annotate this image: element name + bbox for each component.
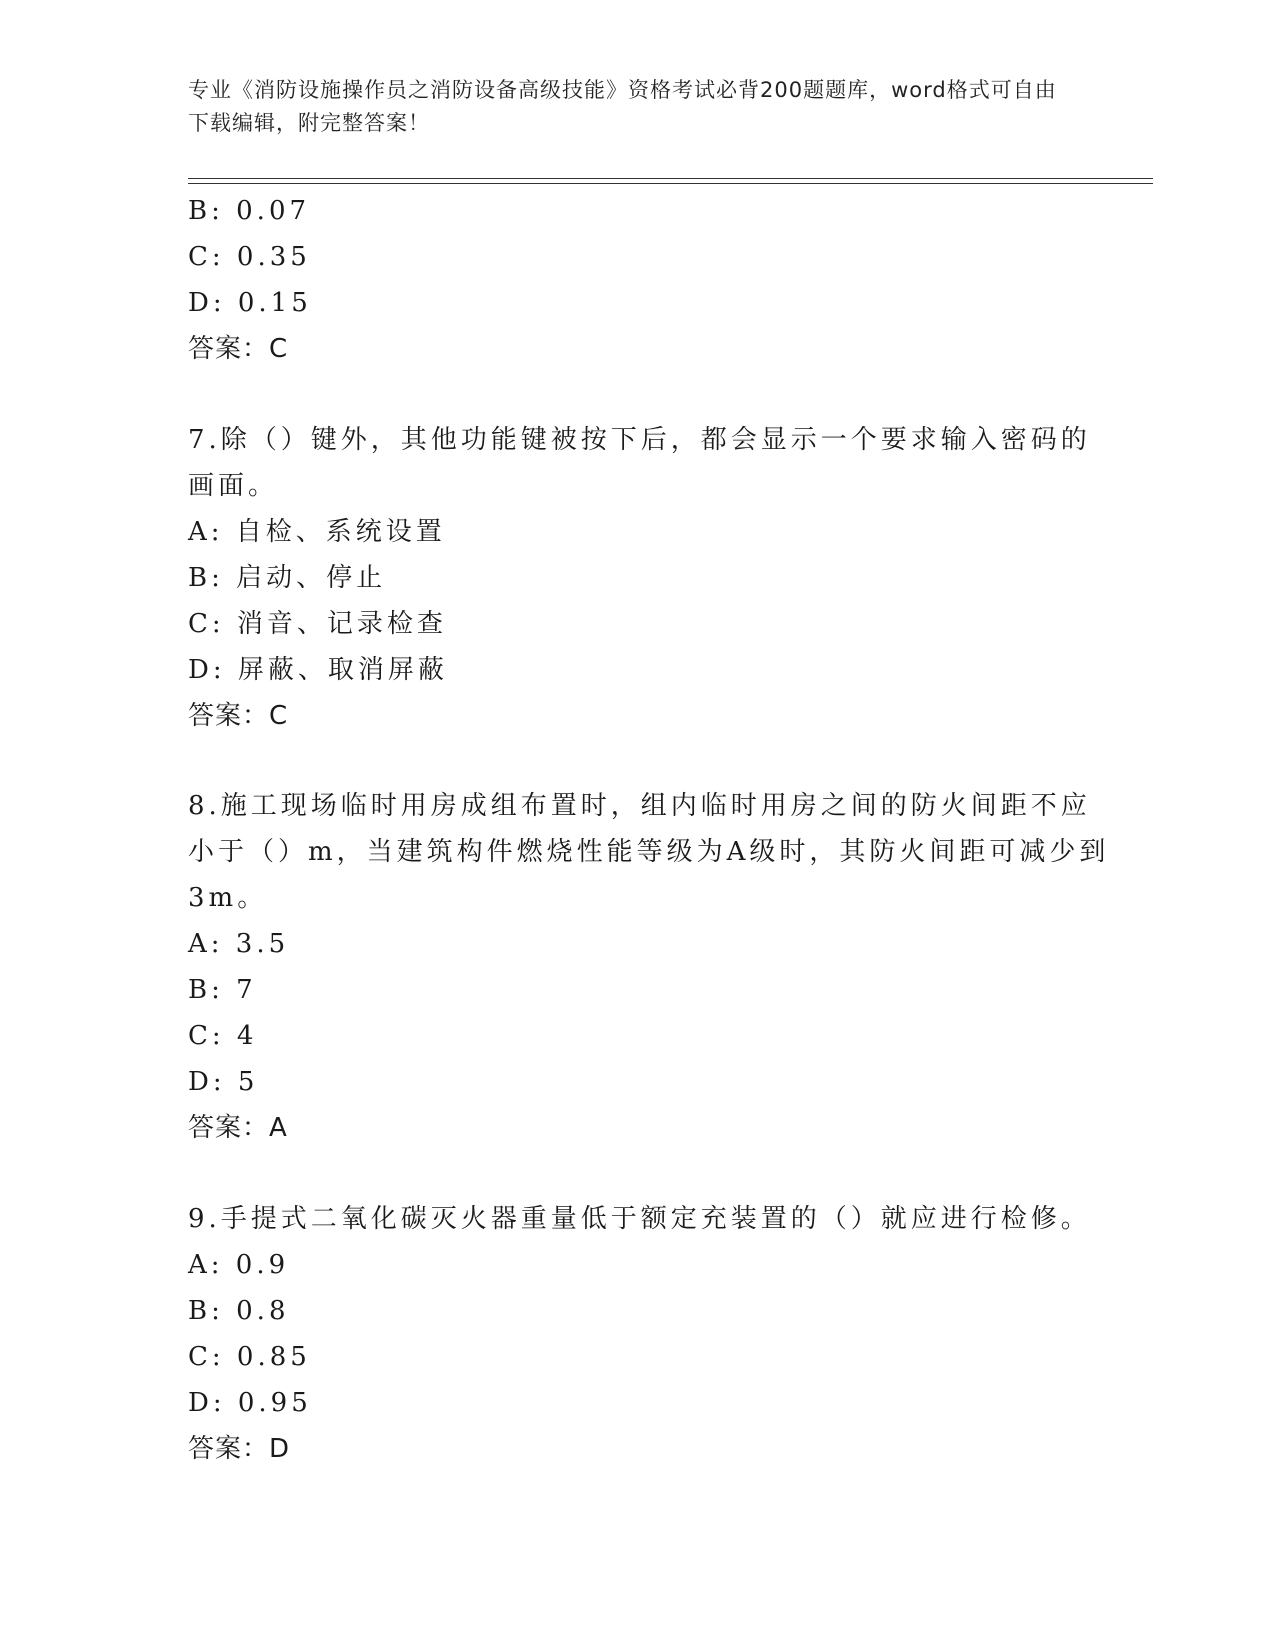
q7-option-b: B: 启动、停止	[188, 563, 387, 593]
q7-stem-line1: 7.除（）键外，其他功能键被按下后，都会显示一个要求输入密码的	[188, 425, 1091, 455]
q8-option-b: B: 7	[188, 975, 257, 1005]
prev-option-c: C: 0.35	[188, 242, 311, 272]
q8-stem-line3: 3m。	[188, 883, 268, 913]
q7-stem-line2: 画面。	[188, 471, 279, 501]
prev-option-d: D: 0.15	[188, 288, 312, 318]
q7-option-d: D: 屏蔽、取消屏蔽	[188, 655, 448, 685]
q7-option-a: A: 自检、系统设置	[188, 517, 446, 547]
q9-option-a: A: 0.9	[188, 1250, 290, 1280]
header-divider-top	[188, 178, 1153, 179]
q9-option-c: C: 0.85	[188, 1342, 311, 1372]
q8-stem-line1: 8.施工现场临时用房成组布置时，组内临时用房之间的防火间距不应	[188, 791, 1091, 821]
q7-option-c: C: 消音、记录检查	[188, 609, 447, 639]
q9-stem-line1: 9.手提式二氧化碳灭火器重量低于额定充装置的（）就应进行检修。	[188, 1204, 1091, 1234]
q8-answer: 答案：A	[188, 1113, 288, 1143]
q9-answer: 答案：D	[188, 1434, 291, 1464]
q7-answer: 答案：C	[188, 701, 289, 731]
q8-option-d: D: 5	[188, 1067, 259, 1097]
q9-option-b: B: 0.8	[188, 1296, 290, 1326]
document-header: 专业《消防设施操作员之消防设备高级技能》资格考试必背200题题库，word格式可自由下载编辑，附完整答案！	[188, 78, 1057, 135]
q8-option-a: A: 3.5	[188, 929, 290, 959]
q8-stem-line2: 小于（）m，当建筑构件燃烧性能等级为A级时，其防火间距可减少到	[188, 837, 1110, 867]
q9-option-d: D: 0.95	[188, 1388, 312, 1418]
header-divider-bottom	[188, 183, 1153, 184]
prev-option-b: B: 0.07	[188, 196, 311, 226]
prev-answer: 答案：C	[188, 334, 289, 364]
q8-option-c: C: 4	[188, 1021, 258, 1051]
